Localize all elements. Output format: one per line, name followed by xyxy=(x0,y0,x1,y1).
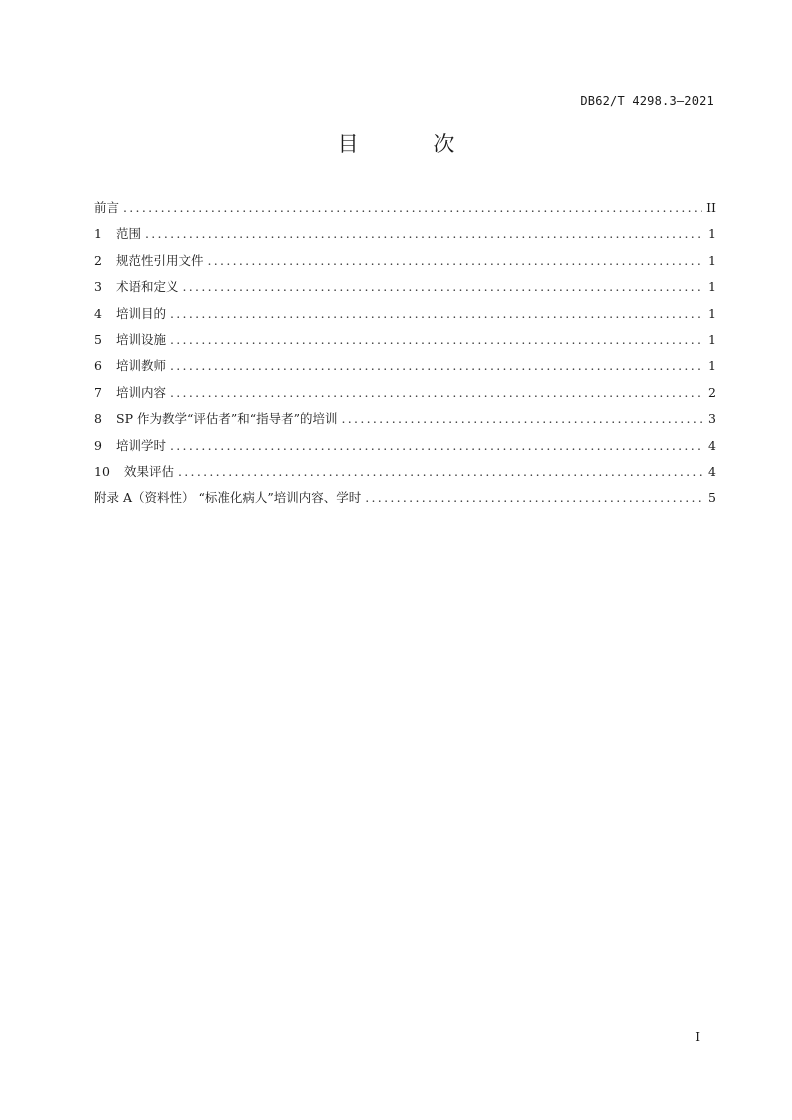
toc-entry-number: 8 xyxy=(94,411,102,427)
toc-page-number: 4 xyxy=(708,463,716,479)
toc-entry-number: 4 xyxy=(94,305,102,321)
toc-entry-label: 附录 A（资料性） “标准化病人”培训内容、学时 xyxy=(94,490,362,506)
toc-entry-number: 7 xyxy=(94,384,102,400)
toc-page-number: II xyxy=(706,200,716,215)
toc-entry-label: 培训内容 xyxy=(116,384,167,400)
toc-entry-8[interactable] xyxy=(94,409,716,435)
toc-page-number: 1 xyxy=(708,358,716,374)
toc-entry-4[interactable] xyxy=(94,304,716,330)
toc-page-number: 1 xyxy=(708,226,716,242)
toc-page-number: 1 xyxy=(708,252,716,268)
toc-leader-dots xyxy=(123,200,702,215)
toc-entry-number: 1 xyxy=(94,226,102,242)
toc-entry-label: 范围 xyxy=(116,226,142,242)
toc-entry-3[interactable] xyxy=(94,277,716,303)
toc-entry-label: 培训学时 xyxy=(116,437,167,453)
toc-entry-label: 培训教师 xyxy=(116,358,167,374)
toc-entry-number: 9 xyxy=(94,437,102,453)
toc-entry-appendix-a[interactable] xyxy=(94,488,716,514)
toc-entry-2[interactable] xyxy=(94,251,716,277)
toc-page-number: 3 xyxy=(708,411,716,427)
toc-entry-5[interactable] xyxy=(94,330,716,356)
toc-entry-number: 2 xyxy=(94,252,102,268)
toc-entry-6[interactable] xyxy=(94,356,716,382)
toc-entry-label: 规范性引用文件 xyxy=(116,252,204,268)
toc-leader-dots xyxy=(145,226,704,241)
toc-entry-label: SP 作为教学“评估者”和“指导者”的培训 xyxy=(116,411,338,427)
page-title: 目 次 xyxy=(337,132,489,156)
page-number-footer: I xyxy=(695,1030,700,1044)
toc-page-number: 2 xyxy=(708,384,716,400)
toc-entry-label: 效果评估 xyxy=(124,463,175,479)
toc-page-number: 1 xyxy=(708,279,716,295)
toc-entry-label: 培训目的 xyxy=(116,305,167,321)
toc-entry-label: 前言 xyxy=(94,200,120,215)
toc-leader-dots xyxy=(208,253,704,268)
toc-entry-7[interactable] xyxy=(94,383,716,409)
toc-leader-dots xyxy=(170,358,704,373)
toc-page-number: 1 xyxy=(708,331,716,347)
toc-entry-9[interactable] xyxy=(94,436,716,462)
toc-page-number: 1 xyxy=(708,305,716,321)
toc-leader-dots xyxy=(365,490,704,505)
toc-leader-dots xyxy=(183,279,704,294)
toc-entry-number: 5 xyxy=(94,331,102,347)
toc-page-number: 5 xyxy=(708,490,716,506)
toc-leader-dots xyxy=(170,332,704,347)
toc-entry-preface[interactable] xyxy=(94,198,716,224)
toc-page-number: 4 xyxy=(708,437,716,453)
toc-leader-dots xyxy=(178,464,704,479)
toc-entry-number: 10 xyxy=(94,463,110,479)
table-of-contents xyxy=(94,198,716,515)
toc-entry-number: 3 xyxy=(94,279,102,295)
toc-leader-dots xyxy=(170,438,704,453)
toc-entry-10[interactable] xyxy=(94,462,716,488)
toc-leader-dots xyxy=(170,385,704,400)
toc-entry-label: 术语和定义 xyxy=(116,279,179,295)
toc-leader-dots xyxy=(342,411,704,426)
toc-entry-label: 培训设施 xyxy=(116,331,167,347)
document-code: DB62/T 4298.3—2021 xyxy=(580,94,714,108)
toc-leader-dots xyxy=(170,306,704,321)
toc-entry-number: 6 xyxy=(94,358,102,374)
toc-entry-1[interactable] xyxy=(94,224,716,250)
